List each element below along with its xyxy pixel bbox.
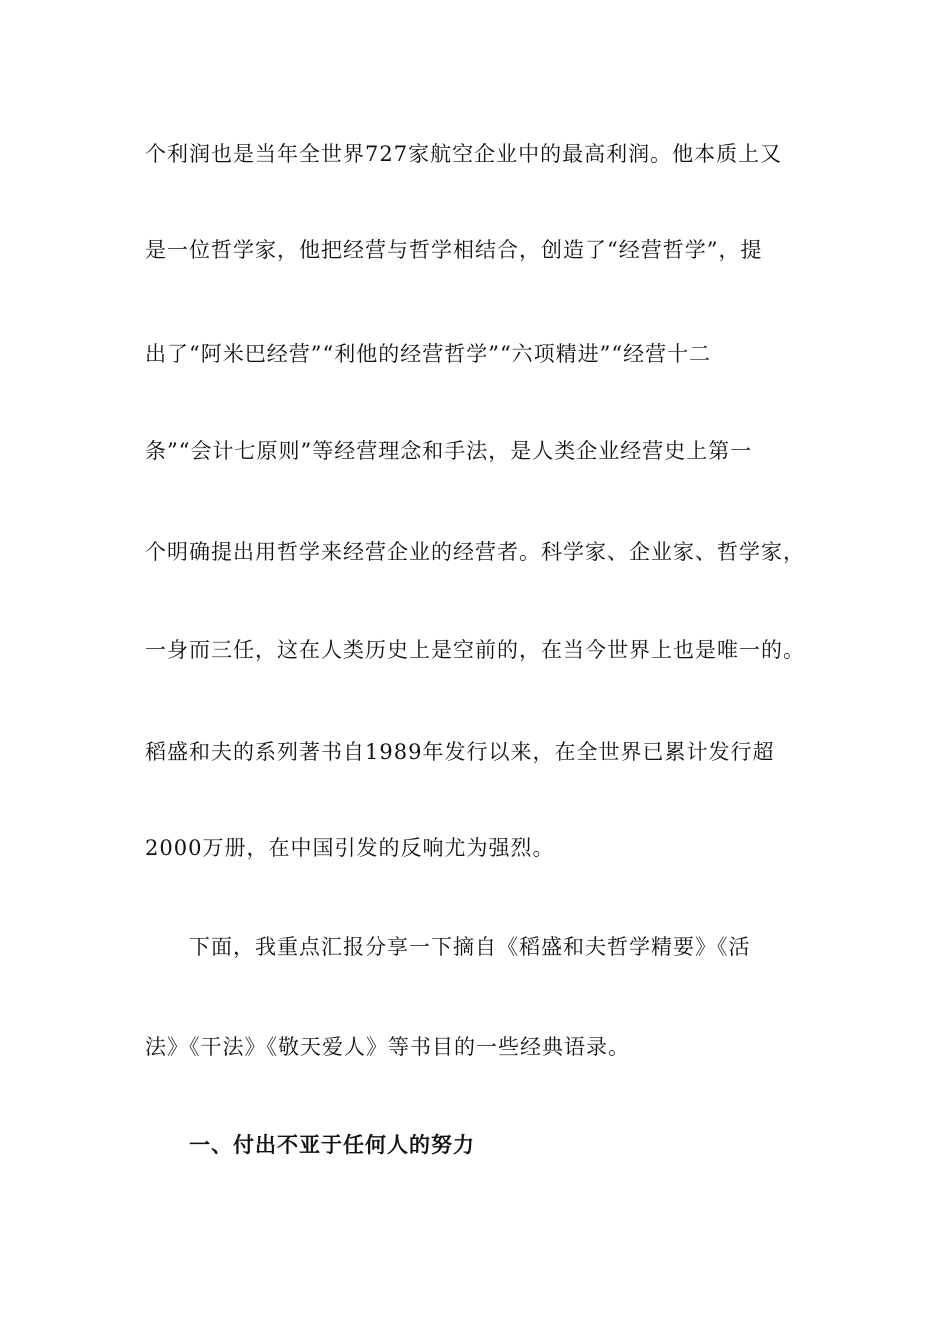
paragraph-line: 出了“阿米巴经营”“利他的经营哲学”“六项精进”“经营十二 [145,342,712,366]
paragraph-line: 个利润也是当年全世界727家航空企业中的最高利润。他本质上又 [145,142,783,166]
paragraph-line: 稻盛和夫的系列著书自1989年发行以来，在全世界已累计发行超 [145,740,775,764]
paragraph-line: 条”“会计七原则”等经营理念和手法，是人类企业经营史上第一 [145,439,753,463]
paragraph-line: 个明确提出用哲学来经营企业的经营者。科学家、企业家、哲学家， [145,540,805,564]
section-heading: 一、付出不亚于任何人的努力 [189,1133,475,1157]
paragraph-line: 一身而三任，这在人类历史上是空前的，在当今世界上也是唯一的。 [145,638,805,662]
paragraph-line: 是一位哲学家，他把经营与哲学相结合，创造了“经营哲学”，提 [145,238,763,262]
paragraph-line: 下面，我重点汇报分享一下摘自《稻盛和夫哲学精要》《活 [189,935,751,959]
paragraph-line: 法》《干法》《敬天爱人》等书目的一些经典语录。 [145,1035,630,1059]
paragraph-line: 2000万册，在中国引发的反响尤为强烈。 [145,836,555,860]
